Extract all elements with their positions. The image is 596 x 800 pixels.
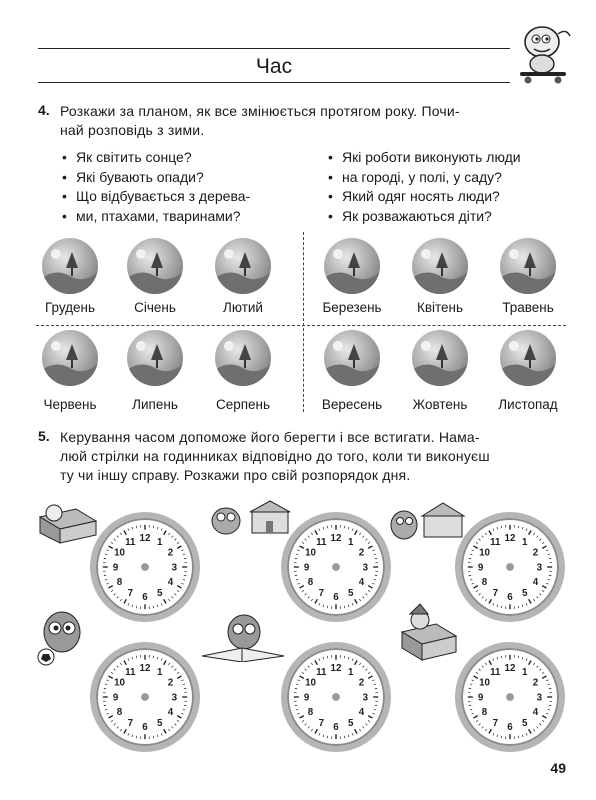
svg-text:8: 8 xyxy=(116,577,123,589)
svg-text:11: 11 xyxy=(316,666,327,678)
svg-text:12: 12 xyxy=(330,533,342,545)
svg-text:7: 7 xyxy=(492,587,499,599)
svg-text:10: 10 xyxy=(479,677,490,689)
svg-text:10: 10 xyxy=(114,547,125,559)
svg-text:8: 8 xyxy=(481,707,488,719)
season-scene-image xyxy=(215,330,271,386)
svg-text:2: 2 xyxy=(532,547,539,559)
svg-text:1: 1 xyxy=(521,666,528,678)
svg-text:5: 5 xyxy=(156,587,163,599)
svg-text:2: 2 xyxy=(358,677,365,689)
svg-text:6: 6 xyxy=(333,591,339,603)
bullet-item: • Як світить сонце? xyxy=(62,148,302,168)
month-label: Квітень xyxy=(416,300,464,315)
svg-text:9: 9 xyxy=(303,692,310,704)
mascot-skateboard-icon xyxy=(512,20,574,86)
task-5-number: 5. xyxy=(38,428,50,444)
bullet-item: • Як розважаються діти? xyxy=(328,207,568,227)
svg-text:9: 9 xyxy=(112,692,119,704)
svg-text:11: 11 xyxy=(125,536,136,548)
task-4-line-2: най розповідь з зими. xyxy=(60,122,205,138)
owl-school-icon xyxy=(204,497,294,539)
svg-text:12: 12 xyxy=(139,663,151,675)
svg-text:5: 5 xyxy=(347,587,354,599)
blank-clock-face[interactable] xyxy=(90,512,200,622)
svg-text:12: 12 xyxy=(330,663,342,675)
sleeping-bed-icon xyxy=(396,602,460,664)
task-5-text xyxy=(60,428,570,485)
svg-text:4: 4 xyxy=(167,707,174,719)
blank-clock-face[interactable] xyxy=(281,512,391,622)
month-label: Грудень xyxy=(44,300,96,315)
svg-text:2: 2 xyxy=(358,547,365,559)
svg-text:4: 4 xyxy=(532,707,539,719)
page-title: Час xyxy=(255,55,293,78)
svg-text:12: 12 xyxy=(139,533,151,545)
svg-text:11: 11 xyxy=(125,666,136,678)
svg-text:11: 11 xyxy=(490,536,501,548)
month-label: Жовтень xyxy=(412,397,468,412)
task-4-right-bullets xyxy=(328,148,568,226)
svg-text:7: 7 xyxy=(127,587,134,599)
svg-text:8: 8 xyxy=(481,577,488,589)
svg-text:5: 5 xyxy=(156,717,163,729)
svg-text:8: 8 xyxy=(307,707,314,719)
svg-text:4: 4 xyxy=(358,707,365,719)
svg-text:6: 6 xyxy=(507,721,513,733)
season-scene-image xyxy=(324,238,380,294)
svg-text:6: 6 xyxy=(507,591,513,603)
season-scene-image xyxy=(42,238,98,294)
task-5-line-3: ту чи іншу справу. Розкажи про свій розпорядок дня. xyxy=(60,467,411,483)
svg-text:3: 3 xyxy=(362,692,369,704)
svg-text:7: 7 xyxy=(318,717,325,729)
task-4-left-bullets xyxy=(62,148,302,226)
season-scene-image xyxy=(500,330,556,386)
svg-text:7: 7 xyxy=(318,587,325,599)
task-4-number: 4. xyxy=(38,102,50,118)
blank-clock-face[interactable] xyxy=(455,512,565,622)
svg-text:6: 6 xyxy=(333,721,339,733)
svg-text:1: 1 xyxy=(156,666,163,678)
month-label: Вересень xyxy=(321,397,383,412)
season-scene-image xyxy=(127,330,183,386)
svg-text:1: 1 xyxy=(156,536,163,548)
task-4-line-1: Розкажи за планом, як все змінюється протягом року. Почи- xyxy=(60,103,460,119)
svg-text:8: 8 xyxy=(307,577,314,589)
svg-text:4: 4 xyxy=(532,577,539,589)
blank-clock-face[interactable] xyxy=(281,642,391,752)
month-label: Травень xyxy=(502,300,554,315)
svg-text:3: 3 xyxy=(171,692,178,704)
owl-school-icon xyxy=(388,497,468,543)
svg-text:10: 10 xyxy=(305,677,316,689)
svg-text:2: 2 xyxy=(167,547,174,559)
owl-ball-icon xyxy=(36,608,84,666)
svg-text:1: 1 xyxy=(347,536,354,548)
task-5-line-1: Керування часом допоможе його берегти і все встигати. Нама- xyxy=(60,429,480,445)
bullet-item: • Які роботи виконують люди xyxy=(328,148,568,168)
svg-text:5: 5 xyxy=(347,717,354,729)
month-grid-vertical-divider xyxy=(303,232,304,412)
season-scene-image xyxy=(215,238,271,294)
bullet-item: • Який одяг носять люди? xyxy=(328,187,568,207)
svg-text:11: 11 xyxy=(316,536,327,548)
season-scene-image xyxy=(42,330,98,386)
svg-text:4: 4 xyxy=(167,577,174,589)
svg-text:10: 10 xyxy=(305,547,316,559)
svg-text:12: 12 xyxy=(504,533,516,545)
svg-text:6: 6 xyxy=(142,721,148,733)
month-label: Лютий xyxy=(223,300,263,315)
task-4-text xyxy=(60,102,565,140)
svg-text:9: 9 xyxy=(477,692,484,704)
month-label: Липень xyxy=(132,397,178,412)
blank-clock-face[interactable] xyxy=(455,642,565,752)
season-scene-image xyxy=(500,238,556,294)
svg-text:3: 3 xyxy=(536,692,543,704)
month-label: Березень xyxy=(322,300,382,315)
bullet-item-continued: • на городі, у полі, у саду? xyxy=(328,168,568,188)
header-rule-bottom xyxy=(38,82,510,83)
svg-text:1: 1 xyxy=(521,536,528,548)
svg-text:6: 6 xyxy=(142,591,148,603)
bullet-item-continued: • ми, птахами, тваринами? xyxy=(62,207,302,227)
month-label: Січень xyxy=(134,300,176,315)
sleeping-bed-icon xyxy=(36,495,100,545)
svg-text:10: 10 xyxy=(114,677,125,689)
month-grid-horizontal-divider xyxy=(36,325,566,326)
svg-text:3: 3 xyxy=(536,562,543,574)
svg-text:5: 5 xyxy=(521,587,528,599)
svg-text:7: 7 xyxy=(492,717,499,729)
svg-text:9: 9 xyxy=(303,562,310,574)
task-5-line-2: люй стрілки на годинниках відповідно до того, коли ти виконуєш xyxy=(60,448,490,464)
svg-text:11: 11 xyxy=(490,666,501,678)
page-number: 49 xyxy=(550,760,566,776)
svg-text:2: 2 xyxy=(532,677,539,689)
svg-text:10: 10 xyxy=(479,547,490,559)
season-scene-image xyxy=(324,330,380,386)
svg-text:12: 12 xyxy=(504,663,516,675)
svg-text:7: 7 xyxy=(127,717,134,729)
bullet-item: • Що відбувається з дерева- xyxy=(62,187,302,207)
svg-text:5: 5 xyxy=(521,717,528,729)
svg-text:8: 8 xyxy=(116,707,123,719)
month-label: Серпень xyxy=(215,397,271,412)
bullet-item: • Які бувають опади? xyxy=(62,168,302,188)
svg-text:9: 9 xyxy=(477,562,484,574)
svg-text:3: 3 xyxy=(362,562,369,574)
month-label: Листопад xyxy=(498,397,558,412)
header-rule-top xyxy=(38,48,510,49)
svg-text:3: 3 xyxy=(171,562,178,574)
owl-book-icon xyxy=(198,612,288,662)
season-scene-image xyxy=(412,330,468,386)
svg-text:2: 2 xyxy=(167,677,174,689)
blank-clock-face[interactable] xyxy=(90,642,200,752)
season-scene-image xyxy=(127,238,183,294)
svg-text:1: 1 xyxy=(347,666,354,678)
svg-text:4: 4 xyxy=(358,577,365,589)
season-scene-image xyxy=(412,238,468,294)
month-label: Червень xyxy=(43,397,97,412)
svg-text:9: 9 xyxy=(112,562,119,574)
